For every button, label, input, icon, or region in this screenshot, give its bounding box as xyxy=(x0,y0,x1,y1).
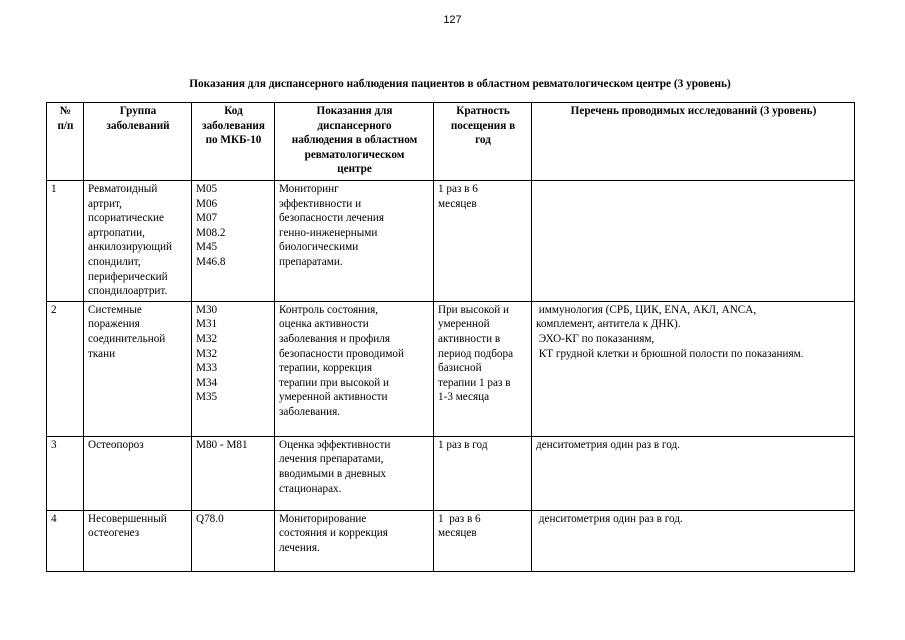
text-line: Системные xyxy=(88,303,142,316)
text-line: год xyxy=(475,134,491,147)
text-line: стационарах. xyxy=(279,482,342,495)
text-line: комплемент, антитела к ДНК). xyxy=(536,318,681,331)
text-line: посещения в xyxy=(450,119,516,132)
text-line: Кратность xyxy=(456,105,510,117)
text-line: заболевания. xyxy=(279,405,341,418)
text-line: терапии 1 раз в xyxy=(438,376,511,389)
text-line: безопасности лечения xyxy=(279,212,384,225)
text-line: Мониторирование xyxy=(279,512,367,525)
text-line: спондилоартрит. xyxy=(88,285,168,298)
icd-codes xyxy=(192,301,275,436)
text-line: заболеваний xyxy=(106,119,170,132)
text-line: Код xyxy=(224,105,243,117)
text-line: поражения xyxy=(88,318,140,331)
text-line: период подбора xyxy=(438,347,514,360)
text-line: месяцев xyxy=(438,197,477,210)
visit-frequency xyxy=(434,181,532,302)
disease-group xyxy=(84,301,192,436)
table-header-row xyxy=(47,103,855,181)
indications xyxy=(275,510,434,571)
icd-codes xyxy=(192,181,275,302)
text-line: Группа xyxy=(119,105,157,117)
text-line: терапии, коррекция xyxy=(279,362,372,375)
disease-group xyxy=(84,181,192,302)
row-number: 2 xyxy=(47,301,84,436)
text-line: М31 xyxy=(196,318,218,331)
text-line: месяцев xyxy=(438,527,477,540)
text-line: артропатии, xyxy=(88,226,145,239)
text-line: иммунология (СРБ, ЦИК, ENA, АКЛ, ANCA, xyxy=(536,303,757,316)
table-row xyxy=(47,181,855,302)
text-line: Q78.0 xyxy=(196,512,224,525)
text-line: терапии при высокой и xyxy=(279,376,389,389)
text-line: заболевания xyxy=(202,119,265,132)
text-line: генно-инженерными xyxy=(279,226,378,239)
table-row xyxy=(47,510,855,571)
text-line: Ревматоидный xyxy=(88,183,158,195)
text-line: состояния и коррекция xyxy=(279,527,388,540)
document-title: Показания для диспансерного наблюдения пациентов в областном ревматологическом центре (3 уровень) xyxy=(189,78,731,90)
text-line: умеренной xyxy=(438,318,490,331)
text-line: Контроль состояния, xyxy=(279,303,379,316)
header-indications xyxy=(275,103,434,181)
icd-codes xyxy=(192,510,275,571)
text-line: М34 xyxy=(196,376,218,389)
text-line: ревматологическом xyxy=(304,148,405,161)
text-line: № xyxy=(59,105,72,117)
text-line: Показания для xyxy=(316,105,393,117)
text-line: Перечень проводимых исследований (3 уровень) xyxy=(570,105,817,117)
visit-frequency xyxy=(434,436,532,510)
text-line: М32 xyxy=(196,332,218,345)
text-line: вводимыми в дневных xyxy=(279,467,387,480)
studies-list xyxy=(532,181,855,302)
text-line: М80 - М81 xyxy=(196,438,248,451)
text-line: заболевания и профиля xyxy=(279,332,391,345)
disease-group xyxy=(84,436,192,510)
text-line: артрит, xyxy=(88,197,122,210)
text-line: М07 xyxy=(196,212,218,225)
text-line: М05 xyxy=(196,183,218,195)
text-line: лечения препаратами, xyxy=(279,453,384,466)
row-number: 4 xyxy=(47,510,84,571)
text-line: 1 раз в год xyxy=(438,438,488,451)
text-line: безопасности проводимой xyxy=(279,347,405,360)
studies-list xyxy=(532,436,855,510)
text-line: Оценка эффективности xyxy=(279,438,391,451)
row-number: 1 xyxy=(47,181,84,302)
header-group xyxy=(84,103,192,181)
text-line: препаратами. xyxy=(279,255,343,268)
text-line: лечения. xyxy=(279,541,320,554)
text-line: При высокой и xyxy=(438,303,510,316)
text-line: периферический xyxy=(88,270,168,283)
text-line: М32 xyxy=(196,347,218,360)
text-line: спондилит, xyxy=(88,255,141,268)
text-line: денситометрия один раз в год. xyxy=(536,438,680,451)
header-studies xyxy=(532,103,855,181)
text-line: М35 xyxy=(196,391,218,404)
text-line: Мониторинг xyxy=(279,183,339,195)
studies-list xyxy=(532,301,855,436)
text-line: М30 xyxy=(196,303,218,316)
text-line: 1 раз в 6 xyxy=(438,183,478,195)
text-line: М33 xyxy=(196,362,218,375)
text-line: псориатические xyxy=(88,212,164,225)
row-number: 3 xyxy=(47,436,84,510)
indications xyxy=(275,301,434,436)
header-frequency xyxy=(434,103,532,181)
indications xyxy=(275,181,434,302)
indications-table xyxy=(46,102,855,572)
table-row xyxy=(47,436,855,510)
text-line: ткани xyxy=(88,347,116,360)
text-line: М46.8 xyxy=(196,255,226,268)
text-line: биологическими xyxy=(279,241,359,254)
text-line: оценка активности xyxy=(279,318,369,331)
text-line: эффективности и xyxy=(279,197,362,210)
text-line: 1-3 месяца xyxy=(438,391,490,404)
text-line: соединительной xyxy=(88,332,166,345)
text-line: по МКБ-10 xyxy=(205,134,262,147)
page-number: 127 xyxy=(443,14,462,26)
text-line: М06 xyxy=(196,197,218,210)
text-line: умеренной активности xyxy=(279,391,388,404)
text-line: базисной xyxy=(438,362,482,375)
text-line: М45 xyxy=(196,241,218,254)
visit-frequency xyxy=(434,510,532,571)
text-line: Несовершенный xyxy=(88,512,167,525)
text-line: активности в xyxy=(438,332,501,345)
text-line: Остеопороз xyxy=(88,438,144,451)
text-line: М08.2 xyxy=(196,226,226,239)
text-line: 1 раз в 6 xyxy=(438,512,481,525)
disease-group xyxy=(84,510,192,571)
icd-codes xyxy=(192,436,275,510)
text-line: центре xyxy=(337,163,372,176)
text-line: п/п xyxy=(57,119,74,132)
studies-list xyxy=(532,510,855,571)
text-line: ЭХО-КГ по показаниям, xyxy=(536,332,655,345)
text-line: наблюдения в областном xyxy=(291,134,418,147)
indications xyxy=(275,436,434,510)
header-code xyxy=(192,103,275,181)
table-row xyxy=(47,301,855,436)
text-line: диспансерного xyxy=(317,119,392,132)
header-num xyxy=(47,103,84,181)
text-line: остеогенез xyxy=(88,527,140,540)
text-line: анкилозирующий xyxy=(88,241,172,254)
text-line: денситометрия один раз в год. xyxy=(536,512,683,525)
text-line: КТ грудной клетки и брюшной полости по показаниям. xyxy=(536,347,804,360)
visit-frequency xyxy=(434,301,532,436)
